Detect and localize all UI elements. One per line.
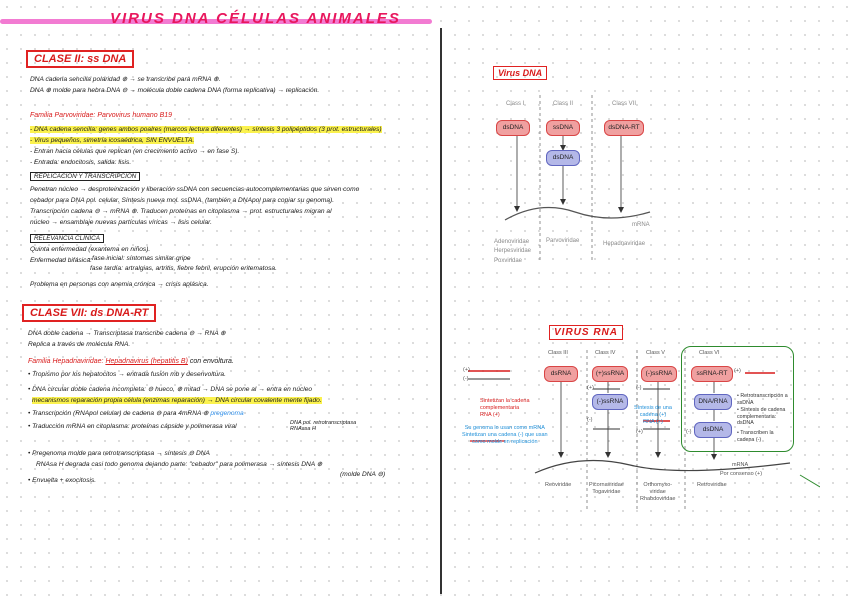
clase2-familia — [30, 112, 172, 120]
rep-line4: núcleo → ensamblaje nuevas partículas víricas → lisis celular. — [30, 219, 212, 226]
clase7-bullet5: • Pregenoma molde para retrotranscriptasa → síntesis ⊖ DNA — [28, 450, 210, 457]
clase2-line2: DNA ⊕ molde para hebra DNA ⊖ → molécula doble cadena DNA (forma replicativa) → replicación. — [30, 87, 320, 94]
fig-rna-title: VIRUS RNA — [549, 325, 623, 340]
rep-line3: Transcripción cadena ⊖ → mRNA ⊕. Traducen proteínas en citoplasma → prot. estructurales migran al — [30, 208, 332, 215]
class-vi-note-3: • Transcriben la cadena (-) — [737, 430, 774, 443]
clase7-bullet4: • Traducción mRNA en citoplasma: proteínas cápside y polimerasa viral — [28, 423, 237, 430]
fig-rna-mrna-sub: Por consenso (+) — [720, 471, 763, 477]
clase2-line1: DNA cadena sencilla polaridad ⊕ → se transcribe para mRNA ⊕. — [30, 76, 221, 83]
class-v-minus: (-) — [636, 385, 642, 391]
rep-line2: cebador para DNA pol. celular. Síntesis nueva mol. ssDNA. (también a DNApol para copiar su genoma). — [30, 197, 335, 204]
familia7-tail: con envoltura. — [189, 358, 234, 365]
class-iv-plus: (+) — [587, 385, 594, 391]
clin-line5: Problema en personas con anemia crónica → crisis aplásica. — [30, 281, 209, 288]
fig-rna-family-3: Orthomyxo- viridae Rhabdoviridae — [640, 482, 676, 502]
page-title: VIRUS DNA CÉLULAS ANIMALES — [110, 10, 401, 27]
clase2-bullet3: - Entran hacia células que replican (en crecimiento activo → en fase S). — [30, 148, 240, 155]
class-i-label: Class I — [506, 101, 525, 107]
bullet2-text: - Virus pequeños, simetría icosaédrica, SIN ENVUELTA. — [30, 137, 195, 144]
dsrna-node: dsRNA — [544, 366, 578, 382]
clin-line4: fase tardía: artralgias, artritis, fiebre febril, erupción eritematosa. — [90, 265, 277, 272]
class-v-label: Class V — [646, 350, 665, 356]
fig-dna-family-3: Hepadnaviridae — [603, 241, 646, 247]
familia-label: Familia Parvoviridae: — [30, 112, 96, 119]
fig-rna-family-2: Picornaviridae Togaviridae — [589, 482, 624, 495]
class-vi-label: Class VI — [699, 350, 720, 356]
blue-note-class-v: Síntesis de una cadena (+) RNA (+) — [634, 405, 672, 425]
dsdna-intermediate-node: dsDNA — [546, 150, 580, 166]
class-iii-label: Class III — [548, 350, 568, 356]
class-v-plus: (+) — [636, 429, 643, 435]
class-vii-label: Class VII — [612, 101, 637, 107]
familia-value: Parvovirus humano B19 — [97, 112, 173, 119]
class-vi-note-1: • Retrotranscripción a ssDNA — [737, 393, 788, 406]
fig-dna-title: Virus DNA — [493, 66, 547, 80]
clase7-line1: DNA doble cadena → Transcriptasa transcribe cadena ⊖ → RNA ⊕ — [28, 330, 226, 337]
clase7-bullet2: • DNA circular doble cadena incompleta: ⊖ hueco, ⊕ mitad → DNA se pone al → entra en núcleo — [28, 386, 313, 393]
replicacion-label: REPLICACIÓN Y TRANSCRIPCIÓN — [30, 172, 140, 181]
relevancia-label: RELEVANCIA CLÍNICA — [30, 234, 104, 243]
minus-ssrna-node: (-)ssRNA — [641, 366, 677, 382]
blue-note: Su genoma lo usan como mRNA Sintetizan una cadena (-) que usan como molde en replicación — [462, 425, 548, 445]
ssdna-node: ssDNA — [546, 120, 580, 136]
class-ii-label: Class II — [553, 101, 574, 107]
dsdna-node: dsDNA — [496, 120, 530, 136]
bullet3-tail: pregenoma — [210, 410, 244, 417]
dsdna-rt-node: dsDNA-RT — [604, 120, 644, 136]
minus-ssrna-template-node: (-)ssRNA — [592, 394, 628, 410]
clin-line1: Quinta enfermedad (exantema en niños). — [30, 246, 151, 253]
clase2-bullet2 — [30, 137, 194, 145]
rep-line1: Penetran núcleo → desproteinización y liberación ssDNA con secuencias autocomplementarias que sirven como — [30, 186, 360, 193]
clin-line3: - fase inicial: síntomas similar gripe — [88, 255, 191, 262]
clase7-bullet2b — [32, 397, 322, 405]
plus-ssrna-node: (+)ssRNA — [592, 366, 628, 382]
familia7-label: Familia Hepadnaviridae: — [28, 358, 104, 365]
clase2-bullet1 — [30, 126, 382, 134]
clase7-bullet3 — [28, 410, 244, 418]
clin-line2: Enfermedad bifásica: — [30, 257, 92, 264]
clase2-heading: CLASE II: ss DNA — [26, 50, 134, 68]
class-vi-plus: (+) — [734, 368, 741, 374]
clase7-enzymes: DNA pol. retrotranscriptasa RNAasa H — [290, 420, 357, 433]
clase7-familia — [28, 358, 234, 366]
clase7-line2: Replica a través de molécula RNA. — [28, 341, 131, 348]
bullet1-text: - DNA cadena sencilla: genes ambos poalres (marcos lectura diferentes) → síntesis 3 polipéptidos (3 prot. estructurales) — [30, 126, 382, 133]
fig-rna-family-4: Retroviridae — [697, 482, 727, 488]
class-iv-minus: (-) — [587, 417, 593, 423]
fig-dna-mrna-label: mRNA — [632, 222, 650, 228]
plus-strand-label: (+) — [463, 367, 470, 373]
dna-rna-node: DNA/RNA — [694, 394, 732, 410]
clase2-bullet4: - Entrada: endocitosis, salida: lisis. — [30, 159, 132, 166]
class-iv-label: Class IV — [595, 350, 616, 356]
fig-rna-mrna-label: mRNA — [732, 462, 749, 468]
ssrna-rt-node: ssRNA-RT — [691, 366, 733, 382]
minus-strand-label: (-) — [463, 376, 469, 382]
bullet2b-text: mecanismos reparación propia célula (enzimas reparación) → DNA circular covalente mente fijado. — [32, 397, 322, 404]
dsdna-rna-node: dsDNA — [694, 422, 732, 438]
clase7-bullet1: • Tropismo por los hepatocitos → entrada fusión mb y desenvoltura. — [28, 371, 226, 378]
class-vi-minus: (-) — [686, 429, 692, 435]
class-vi-note-2: • Síntesis de cadena complementaria: dsDNA — [737, 407, 786, 427]
familia7-value: Hepadnavirus (hepatitis B) — [105, 358, 188, 365]
fig-rna-family-1: Reoviridae — [545, 482, 572, 488]
clase7-heading: CLASE VII: ds DNA-RT — [22, 304, 156, 322]
bullet3-text: • Transcripción (RNApol celular) de cadena ⊖ para 4mRNA ⊕ — [28, 410, 209, 417]
fig-dna-family-1: Adenoviridae Herpesviridae Poxviridae — [494, 239, 532, 264]
column-divider — [440, 28, 442, 594]
red-note: Sintetizan la cadena complementaria RNA (+) — [480, 398, 530, 418]
clase7-bullet5c: (molde DNA ⊖) — [340, 471, 386, 478]
clase7-bullet6: • Envuelta + exocitosis. — [28, 477, 97, 484]
fig-dna-family-2: Parvoviridae — [546, 238, 580, 244]
clase7-bullet5b: RNAsa H degrada casi todo genoma dejando parte: "cebador" para polimerasa → síntesis DNA ⊕ — [36, 461, 323, 468]
